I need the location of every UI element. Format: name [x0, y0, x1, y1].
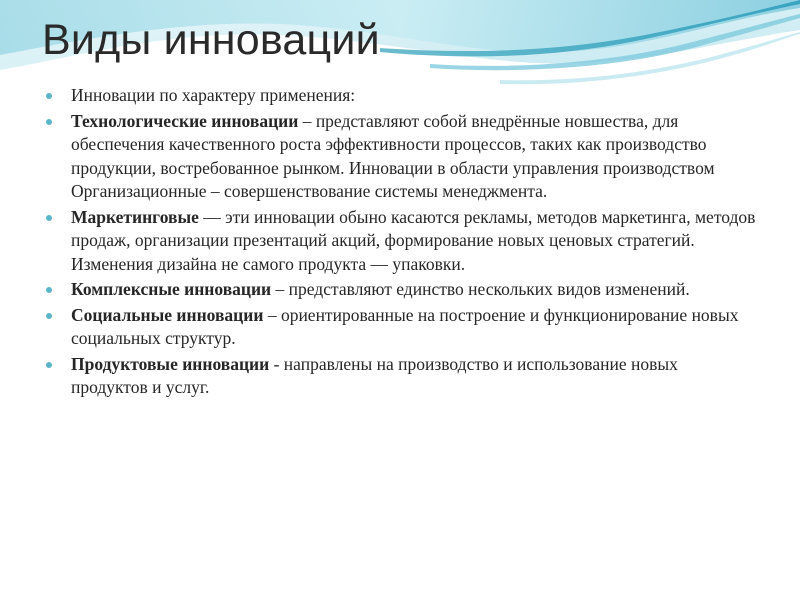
slide-title: Виды инноваций: [42, 16, 380, 64]
bullet-dot-icon: [46, 313, 52, 319]
list-item-text: – ориентированные на построение и функционирование новых социальных структур.: [71, 304, 739, 348]
list-item-lead: Инновации по характеру применения:: [71, 85, 356, 105]
list-item-lead: Маркетинговые: [71, 206, 199, 227]
bullet-dot-icon: [46, 93, 52, 99]
list-item-lead: Социальные инновации: [71, 304, 264, 325]
bullet-dot-icon: [46, 119, 52, 125]
list-item-lead: Технологические инновации: [71, 110, 299, 131]
bullet-dot-icon: [46, 287, 52, 293]
list-item: [46, 278, 756, 302]
list-item: [46, 353, 756, 400]
list-item: [46, 206, 756, 277]
list-item: [46, 304, 756, 351]
list-item-text: – представляют единство нескольких видов изменений.: [271, 279, 690, 299]
list-item-text: — эти инновации обыно касаются рекламы, методов маркетинга, методов продаж, организации презентаций акций, формирование новых ценовых стратегий. Изменения дизайна не самого продукта — упаковки.: [71, 206, 756, 274]
list-item: [46, 84, 756, 108]
list-item-lead: Продуктовые инновации: [71, 353, 270, 374]
bullet-dot-icon: [46, 215, 52, 221]
bullet-dot-icon: [46, 362, 52, 368]
list-item-lead: Комплексные инновации: [71, 279, 272, 299]
list-item-text: - направлены на производство и использование новых продуктов и услуг.: [71, 353, 678, 397]
list-item-text: – представляют собой внедрённые новшества, для обеспечения качественного роста эффективности процессов, таких как производство продукции, востребованное рынком. Инновации в области управления производством Организационные – совершенствование системы менеджмента.: [71, 110, 715, 201]
bullet-list: [46, 84, 756, 402]
list-item: [46, 110, 756, 204]
